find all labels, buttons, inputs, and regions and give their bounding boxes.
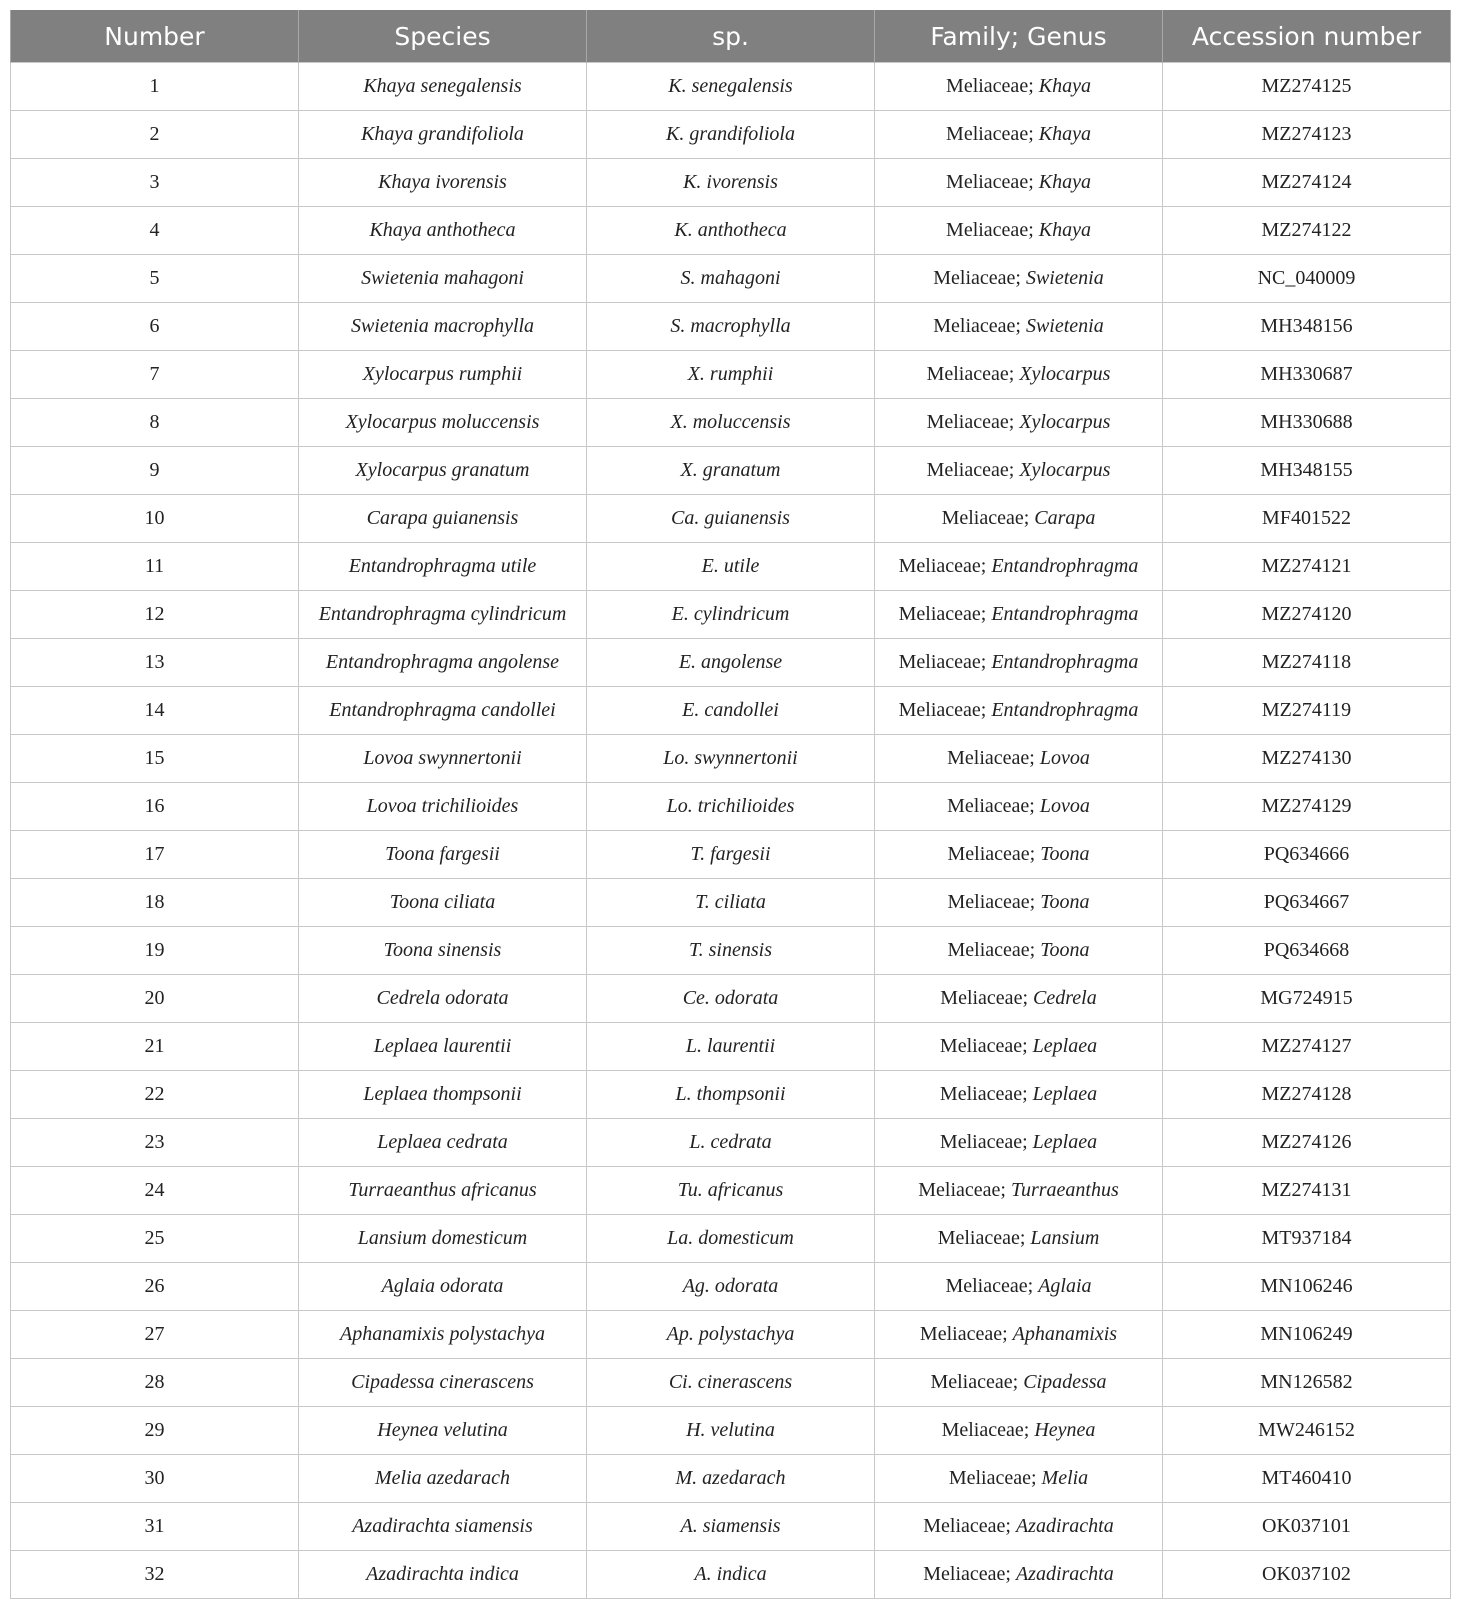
cell-species: Leplaea thompsonii <box>299 1071 587 1119</box>
cell-family-genus <box>875 207 1163 255</box>
genus-name: Turraeanthus <box>1010 1179 1119 1201</box>
cell-sp: T. fargesii <box>587 831 875 879</box>
table-row <box>11 1359 1451 1407</box>
cell-species: Toona fargesii <box>299 831 587 879</box>
table-row <box>11 735 1451 783</box>
table-row <box>11 1551 1451 1599</box>
cell-accession-number: MH348156 <box>1163 303 1451 351</box>
genus-name: Khaya <box>1038 171 1091 193</box>
header-species: Species <box>299 10 587 63</box>
cell-species: Turraeanthus africanus <box>299 1167 587 1215</box>
family-name: Meliaceae; <box>946 123 1034 145</box>
cell-sp: E. angolense <box>587 639 875 687</box>
cell-family-genus <box>875 879 1163 927</box>
genus-name: Cedrela <box>1033 987 1097 1009</box>
cell-family-genus <box>875 1119 1163 1167</box>
genus-name: Leplaea <box>1032 1035 1098 1057</box>
family-name: Meliaceae; <box>939 1131 1028 1153</box>
genus-name: Lovoa <box>1039 795 1090 817</box>
header-number: Number <box>11 10 299 63</box>
family-name: Meliaceae; <box>926 363 1015 385</box>
cell-number: 19 <box>11 927 299 975</box>
table-row <box>11 1503 1451 1551</box>
genus-name: Azadirachta <box>1015 1515 1114 1537</box>
cell-sp: Ci. cinerascens <box>587 1359 875 1407</box>
cell-family-genus <box>875 447 1163 495</box>
family-name: Meliaceae; <box>946 75 1034 97</box>
cell-sp: K. ivorensis <box>587 159 875 207</box>
table-row <box>11 111 1451 159</box>
cell-accession-number: MZ274131 <box>1163 1167 1451 1215</box>
cell-family-genus <box>875 831 1163 879</box>
cell-number: 10 <box>11 495 299 543</box>
table-row <box>11 351 1451 399</box>
cell-species: Entandrophragma angolense <box>299 639 587 687</box>
family-name: Meliaceae; <box>937 1227 1026 1249</box>
cell-species: Aphanamixis polystachya <box>299 1311 587 1359</box>
family-name: Meliaceae; <box>947 747 1035 769</box>
cell-number: 12 <box>11 591 299 639</box>
cell-species: Xylocarpus rumphii <box>299 351 587 399</box>
family-name: Meliaceae; <box>939 1035 1028 1057</box>
cell-species: Aglaia odorata <box>299 1263 587 1311</box>
cell-number: 26 <box>11 1263 299 1311</box>
cell-number: 20 <box>11 975 299 1023</box>
cell-sp: Ca. guianensis <box>587 495 875 543</box>
cell-number: 9 <box>11 447 299 495</box>
cell-accession-number: OK037102 <box>1163 1551 1451 1599</box>
genus-name: Lansium <box>1030 1227 1100 1249</box>
family-name: Meliaceae; <box>947 843 1036 865</box>
family-name: Meliaceae; <box>946 171 1034 193</box>
table-row <box>11 63 1451 111</box>
cell-accession-number: MN126582 <box>1163 1359 1451 1407</box>
cell-family-genus <box>875 927 1163 975</box>
genus-name: Entandrophragma <box>991 555 1139 577</box>
cell-species: Leplaea cedrata <box>299 1119 587 1167</box>
genus-name: Khaya <box>1038 75 1091 97</box>
cell-species: Swietenia macrophylla <box>299 303 587 351</box>
cell-species: Khaya anthotheca <box>299 207 587 255</box>
table-row <box>11 783 1451 831</box>
cell-family-genus <box>875 639 1163 687</box>
cell-family-genus <box>875 783 1163 831</box>
cell-family-genus <box>875 495 1163 543</box>
table-row <box>11 1119 1451 1167</box>
genus-name: Xylocarpus <box>1019 411 1111 433</box>
table-header <box>11 10 1451 63</box>
genus-name: Toona <box>1040 891 1090 913</box>
cell-family-genus <box>875 1311 1163 1359</box>
family-name: Meliaceae; <box>948 1467 1037 1489</box>
cell-number: 13 <box>11 639 299 687</box>
cell-number: 2 <box>11 111 299 159</box>
cell-accession-number: MZ274130 <box>1163 735 1451 783</box>
cell-number: 1 <box>11 63 299 111</box>
table-row <box>11 687 1451 735</box>
genus-name: Khaya <box>1038 219 1091 241</box>
family-name: Meliaceae; <box>926 459 1015 481</box>
cell-species: Toona ciliata <box>299 879 587 927</box>
cell-species: Azadirachta indica <box>299 1551 587 1599</box>
genus-name: Khaya <box>1038 123 1091 145</box>
genus-name: Toona <box>1040 843 1090 865</box>
genus-name: Entandrophragma <box>991 603 1139 625</box>
cell-accession-number: MH330687 <box>1163 351 1451 399</box>
cell-accession-number: MZ274123 <box>1163 111 1451 159</box>
cell-family-genus <box>875 1503 1163 1551</box>
family-name: Meliaceae; <box>940 987 1028 1009</box>
cell-family-genus <box>875 1167 1163 1215</box>
cell-sp: Tu. africanus <box>587 1167 875 1215</box>
cell-accession-number: MG724915 <box>1163 975 1451 1023</box>
table-row <box>11 1311 1451 1359</box>
cell-sp: K. grandifoliola <box>587 111 875 159</box>
table-row <box>11 447 1451 495</box>
cell-sp: X. rumphii <box>587 351 875 399</box>
table-row <box>11 1215 1451 1263</box>
genus-name: Entandrophragma <box>991 651 1139 673</box>
genus-name: Swietenia <box>1025 267 1104 289</box>
cell-species: Carapa guianensis <box>299 495 587 543</box>
table-row <box>11 303 1451 351</box>
cell-family-genus <box>875 399 1163 447</box>
table-row <box>11 1071 1451 1119</box>
family-name: Meliaceae; <box>941 1419 1030 1441</box>
cell-accession-number: MN106249 <box>1163 1311 1451 1359</box>
cell-sp: H. velutina <box>587 1407 875 1455</box>
cell-accession-number: MZ274119 <box>1163 687 1451 735</box>
cell-family-genus <box>875 1263 1163 1311</box>
table-row <box>11 1023 1451 1071</box>
cell-sp: T. sinensis <box>587 927 875 975</box>
cell-species: Toona sinensis <box>299 927 587 975</box>
cell-sp: S. macrophylla <box>587 303 875 351</box>
cell-sp: La. domesticum <box>587 1215 875 1263</box>
cell-accession-number: NC_040009 <box>1163 255 1451 303</box>
family-name: Meliaceae; <box>941 507 1030 529</box>
cell-sp: L. thompsonii <box>587 1071 875 1119</box>
cell-accession-number: PQ634667 <box>1163 879 1451 927</box>
cell-sp: X. granatum <box>587 447 875 495</box>
cell-number: 14 <box>11 687 299 735</box>
cell-number: 8 <box>11 399 299 447</box>
genus-name: Carapa <box>1034 507 1096 529</box>
cell-species: Melia azedarach <box>299 1455 587 1503</box>
table-row <box>11 591 1451 639</box>
family-name: Meliaceae; <box>947 891 1036 913</box>
cell-sp: L. laurentii <box>587 1023 875 1071</box>
table-row <box>11 975 1451 1023</box>
cell-family-genus <box>875 975 1163 1023</box>
table-row <box>11 1407 1451 1455</box>
cell-sp: E. cylindricum <box>587 591 875 639</box>
cell-accession-number: MF401522 <box>1163 495 1451 543</box>
header-sp: sp. <box>587 10 875 63</box>
cell-number: 22 <box>11 1071 299 1119</box>
cell-number: 27 <box>11 1311 299 1359</box>
cell-species: Khaya grandifoliola <box>299 111 587 159</box>
family-name: Meliaceae; <box>898 651 987 673</box>
cell-accession-number: PQ634668 <box>1163 927 1451 975</box>
cell-accession-number: MZ274124 <box>1163 159 1451 207</box>
genus-name: Leplaea <box>1032 1131 1098 1153</box>
cell-sp: Ce. odorata <box>587 975 875 1023</box>
cell-species: Entandrophragma utile <box>299 543 587 591</box>
cell-number: 11 <box>11 543 299 591</box>
cell-species: Azadirachta siamensis <box>299 1503 587 1551</box>
cell-accession-number: MN106246 <box>1163 1263 1451 1311</box>
cell-family-genus <box>875 543 1163 591</box>
family-name: Meliaceae; <box>946 219 1034 241</box>
cell-sp: K. senegalensis <box>587 63 875 111</box>
family-name: Meliaceae; <box>930 1371 1019 1393</box>
cell-sp: E. utile <box>587 543 875 591</box>
species-table-container <box>10 10 1450 1599</box>
cell-sp: L. cedrata <box>587 1119 875 1167</box>
family-name: Meliaceae; <box>939 1083 1028 1105</box>
table-row <box>11 399 1451 447</box>
cell-accession-number: MZ274118 <box>1163 639 1451 687</box>
cell-sp: K. anthotheca <box>587 207 875 255</box>
genus-name: Aphanamixis <box>1012 1323 1118 1345</box>
species-table <box>10 10 1451 1599</box>
cell-number: 18 <box>11 879 299 927</box>
cell-sp: Ag. odorata <box>587 1263 875 1311</box>
cell-family-genus <box>875 255 1163 303</box>
cell-accession-number: MH348155 <box>1163 447 1451 495</box>
cell-accession-number: MH330688 <box>1163 399 1451 447</box>
cell-accession-number: MZ274126 <box>1163 1119 1451 1167</box>
cell-number: 3 <box>11 159 299 207</box>
family-name: Meliaceae; <box>945 1275 1034 1297</box>
genus-name: Entandrophragma <box>991 699 1139 721</box>
cell-sp: A. siamensis <box>587 1503 875 1551</box>
table-row <box>11 639 1451 687</box>
cell-number: 30 <box>11 1455 299 1503</box>
cell-accession-number: MT937184 <box>1163 1215 1451 1263</box>
cell-accession-number: MZ274121 <box>1163 543 1451 591</box>
cell-number: 17 <box>11 831 299 879</box>
family-name: Meliaceae; <box>923 1563 1011 1585</box>
table-row <box>11 927 1451 975</box>
table-body <box>11 63 1451 1599</box>
cell-number: 23 <box>11 1119 299 1167</box>
family-name: Meliaceae; <box>918 1179 1006 1201</box>
genus-name: Cipadessa <box>1023 1371 1107 1393</box>
cell-family-genus <box>875 1071 1163 1119</box>
genus-name: Lovoa <box>1039 747 1090 769</box>
table-row <box>11 831 1451 879</box>
table-row <box>11 159 1451 207</box>
cell-species: Entandrophragma cylindricum <box>299 591 587 639</box>
cell-accession-number: MZ274128 <box>1163 1071 1451 1119</box>
cell-family-genus <box>875 1023 1163 1071</box>
cell-sp: M. azedarach <box>587 1455 875 1503</box>
cell-accession-number: MZ274122 <box>1163 207 1451 255</box>
table-row <box>11 1167 1451 1215</box>
cell-accession-number: MT460410 <box>1163 1455 1451 1503</box>
cell-sp: A. indica <box>587 1551 875 1599</box>
cell-number: 29 <box>11 1407 299 1455</box>
cell-family-genus <box>875 687 1163 735</box>
genus-name: Swietenia <box>1025 315 1104 337</box>
family-name: Meliaceae; <box>898 603 987 625</box>
table-row <box>11 879 1451 927</box>
cell-species: Lovoa swynnertonii <box>299 735 587 783</box>
cell-family-genus <box>875 1551 1163 1599</box>
cell-number: 21 <box>11 1023 299 1071</box>
cell-number: 15 <box>11 735 299 783</box>
genus-name: Aglaia <box>1038 1275 1092 1297</box>
cell-species: Heynea velutina <box>299 1407 587 1455</box>
cell-sp: Ap. polystachya <box>587 1311 875 1359</box>
cell-sp: S. mahagoni <box>587 255 875 303</box>
cell-number: 25 <box>11 1215 299 1263</box>
cell-number: 4 <box>11 207 299 255</box>
genus-name: Melia <box>1041 1467 1089 1489</box>
genus-name: Azadirachta <box>1015 1563 1114 1585</box>
cell-family-genus <box>875 1359 1163 1407</box>
cell-family-genus <box>875 303 1163 351</box>
cell-sp: X. moluccensis <box>587 399 875 447</box>
family-name: Meliaceae; <box>919 1323 1008 1345</box>
table-row <box>11 1263 1451 1311</box>
genus-name: Xylocarpus <box>1019 363 1111 385</box>
family-name: Meliaceae; <box>923 1515 1011 1537</box>
cell-family-genus <box>875 591 1163 639</box>
table-row <box>11 543 1451 591</box>
cell-sp: E. candollei <box>587 687 875 735</box>
genus-name: Toona <box>1040 939 1090 961</box>
family-name: Meliaceae; <box>898 555 987 577</box>
cell-family-genus <box>875 159 1163 207</box>
cell-number: 32 <box>11 1551 299 1599</box>
cell-number: 31 <box>11 1503 299 1551</box>
cell-species: Cedrela odorata <box>299 975 587 1023</box>
family-name: Meliaceae; <box>933 267 1021 289</box>
cell-accession-number: MZ274120 <box>1163 591 1451 639</box>
genus-name: Leplaea <box>1032 1083 1098 1105</box>
cell-species: Lansium domesticum <box>299 1215 587 1263</box>
cell-species: Entandrophragma candollei <box>299 687 587 735</box>
cell-number: 16 <box>11 783 299 831</box>
header-accession-number: Accession number <box>1163 10 1451 63</box>
cell-species: Swietenia mahagoni <box>299 255 587 303</box>
cell-sp: Lo. trichilioides <box>587 783 875 831</box>
table-row <box>11 207 1451 255</box>
table-row <box>11 1455 1451 1503</box>
cell-species: Lovoa trichilioides <box>299 783 587 831</box>
cell-accession-number: MZ274127 <box>1163 1023 1451 1071</box>
header-row <box>11 10 1451 63</box>
cell-sp: Lo. swynnertonii <box>587 735 875 783</box>
cell-family-genus <box>875 351 1163 399</box>
cell-species: Xylocarpus granatum <box>299 447 587 495</box>
cell-species: Cipadessa cinerascens <box>299 1359 587 1407</box>
cell-number: 7 <box>11 351 299 399</box>
cell-species: Khaya ivorensis <box>299 159 587 207</box>
family-name: Meliaceae; <box>898 699 987 721</box>
cell-accession-number: MZ274125 <box>1163 63 1451 111</box>
cell-family-genus <box>875 63 1163 111</box>
family-name: Meliaceae; <box>926 411 1015 433</box>
cell-family-genus <box>875 111 1163 159</box>
cell-accession-number: MZ274129 <box>1163 783 1451 831</box>
table-row <box>11 495 1451 543</box>
cell-number: 5 <box>11 255 299 303</box>
cell-family-genus <box>875 1215 1163 1263</box>
cell-sp: T. ciliata <box>587 879 875 927</box>
cell-family-genus <box>875 735 1163 783</box>
cell-species: Xylocarpus moluccensis <box>299 399 587 447</box>
cell-species: Khaya senegalensis <box>299 63 587 111</box>
cell-number: 6 <box>11 303 299 351</box>
cell-accession-number: OK037101 <box>1163 1503 1451 1551</box>
header-family-genus: Family; Genus <box>875 10 1163 63</box>
family-name: Meliaceae; <box>947 939 1036 961</box>
table-row <box>11 255 1451 303</box>
genus-name: Xylocarpus <box>1019 459 1111 481</box>
cell-family-genus <box>875 1407 1163 1455</box>
cell-accession-number: MW246152 <box>1163 1407 1451 1455</box>
family-name: Meliaceae; <box>933 315 1021 337</box>
cell-accession-number: PQ634666 <box>1163 831 1451 879</box>
cell-number: 28 <box>11 1359 299 1407</box>
cell-species: Leplaea laurentii <box>299 1023 587 1071</box>
cell-family-genus <box>875 1455 1163 1503</box>
genus-name: Heynea <box>1034 1419 1096 1441</box>
family-name: Meliaceae; <box>947 795 1035 817</box>
cell-number: 24 <box>11 1167 299 1215</box>
